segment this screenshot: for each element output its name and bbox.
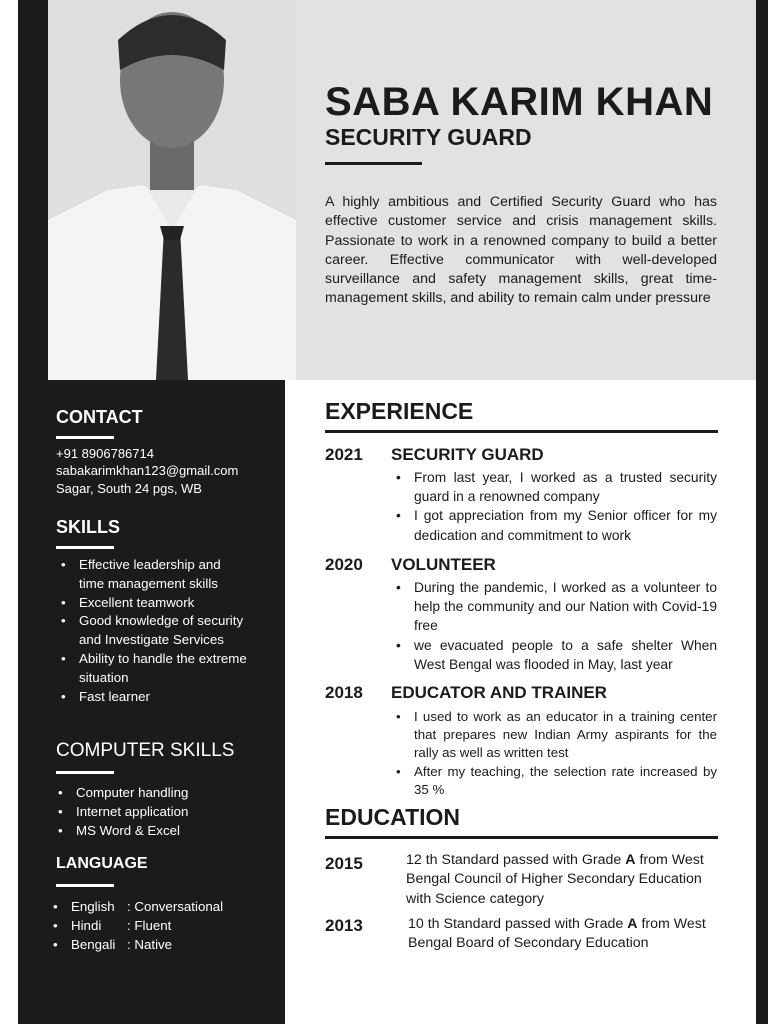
education-entry (408, 915, 726, 954)
skill-item: • Effective leadership and time management skills (57, 556, 247, 594)
computer-skill-item: • Internet application (54, 803, 254, 822)
language-list (49, 898, 269, 954)
job-year: 2021 (325, 445, 363, 464)
contact-email: sabakarimkhan123@gmail.com (56, 463, 239, 478)
job-title: VOLUNTEER (391, 555, 496, 574)
education-entry (406, 851, 724, 909)
contact-heading: CONTACT (56, 407, 143, 427)
skill-item: • Fast learner (57, 688, 247, 707)
language-level: : Conversational (127, 899, 224, 914)
job-points (391, 708, 717, 799)
language-item (49, 898, 269, 917)
job-point: • I got appreciation from my Senior officer for my dedication and commitment to work (391, 506, 717, 544)
profile-summary: A highly ambitious and Certified Security Guard who has effective customer service and crisis management skills. Passionate to work in a renowned company to build a better career. Effective communicator with well-developed surveillance and safety management skills, great time-management skills, and ability to remain calm under pressure (325, 194, 717, 307)
language-level: : Fluent (127, 917, 172, 933)
education-grade: A (625, 852, 636, 868)
skill-item: • Good knowledge of security and Investigate Services (57, 612, 247, 650)
job-point: • After my teaching, the selection rate increased by 35 % (391, 763, 717, 799)
skills-underline (56, 546, 114, 549)
skills-heading: SKILLS (56, 517, 121, 537)
job-year: 2020 (325, 555, 363, 574)
skills-list (57, 556, 247, 706)
skill-item: • Excellent teamwork (57, 594, 247, 613)
education-text: 10 th Standard passed with Grade (408, 916, 628, 932)
title-underline (325, 162, 422, 165)
education-year: 2013 (325, 916, 363, 935)
job-title: EDUCATOR AND TRAINER (391, 683, 607, 702)
education-underline (325, 836, 718, 839)
job-title: SECURITY GUARD (391, 445, 544, 464)
language-item (49, 917, 269, 936)
education-text: from West Bengal Council of Higher Secondary Education with Science category (406, 852, 704, 907)
contact-phone: +91 8906786714 (56, 446, 154, 461)
computer-skills-list (54, 784, 254, 840)
job-point: • I used to work as an educator in a training center that prepares new Indian Army aspirants for the rally as well as written test (391, 708, 717, 763)
education-text: 12 th Standard passed with Grade (406, 852, 626, 868)
job-point: • we evacuated people to a safe shelter When West Bengal was flooded in May, last year (391, 636, 717, 674)
language-name: • English (71, 899, 115, 914)
job-point: • From last year, I worked as a trusted security guard in a renowned company (391, 468, 717, 506)
language-item (49, 936, 269, 955)
education-year: 2015 (325, 854, 363, 873)
computer-skills-heading: COMPUTER SKILLS (56, 740, 235, 761)
experience-heading: EXPERIENCE (325, 398, 474, 424)
language-underline (56, 884, 114, 887)
job-year: 2018 (325, 683, 363, 702)
job-points (391, 468, 717, 545)
job-point: • During the pandemic, I worked as a volunteer to help the community and our Nation with Covid-19 free (391, 578, 717, 636)
job-points (391, 578, 717, 674)
education-text: from West Bengal Board of Secondary Education (408, 916, 706, 952)
language-level: : Native (127, 936, 173, 952)
candidate-role: SECURITY GUARD (325, 124, 532, 150)
experience-underline (325, 430, 718, 433)
education-grade: A (627, 916, 638, 932)
language-name: • Hindi (71, 917, 102, 933)
profile-photo (48, 0, 296, 380)
candidate-name: SABA KARIM KHAN (325, 80, 714, 124)
contact-underline (56, 436, 114, 439)
language-heading: LANGUAGE (56, 855, 148, 872)
computer-skill-item: • MS Word & Excel (54, 822, 254, 841)
computer-skills-underline (56, 771, 114, 774)
language-name: • Bengali (71, 936, 116, 952)
computer-skill-item: • Computer handling (54, 784, 254, 803)
contact-address: Sagar, South 24 pgs, WB (56, 481, 202, 496)
skill-item: • Ability to handle the extreme situation (57, 650, 247, 688)
education-heading: EDUCATION (325, 804, 461, 830)
page-margin-right (756, 0, 768, 1024)
page-margin-left (0, 0, 18, 1024)
